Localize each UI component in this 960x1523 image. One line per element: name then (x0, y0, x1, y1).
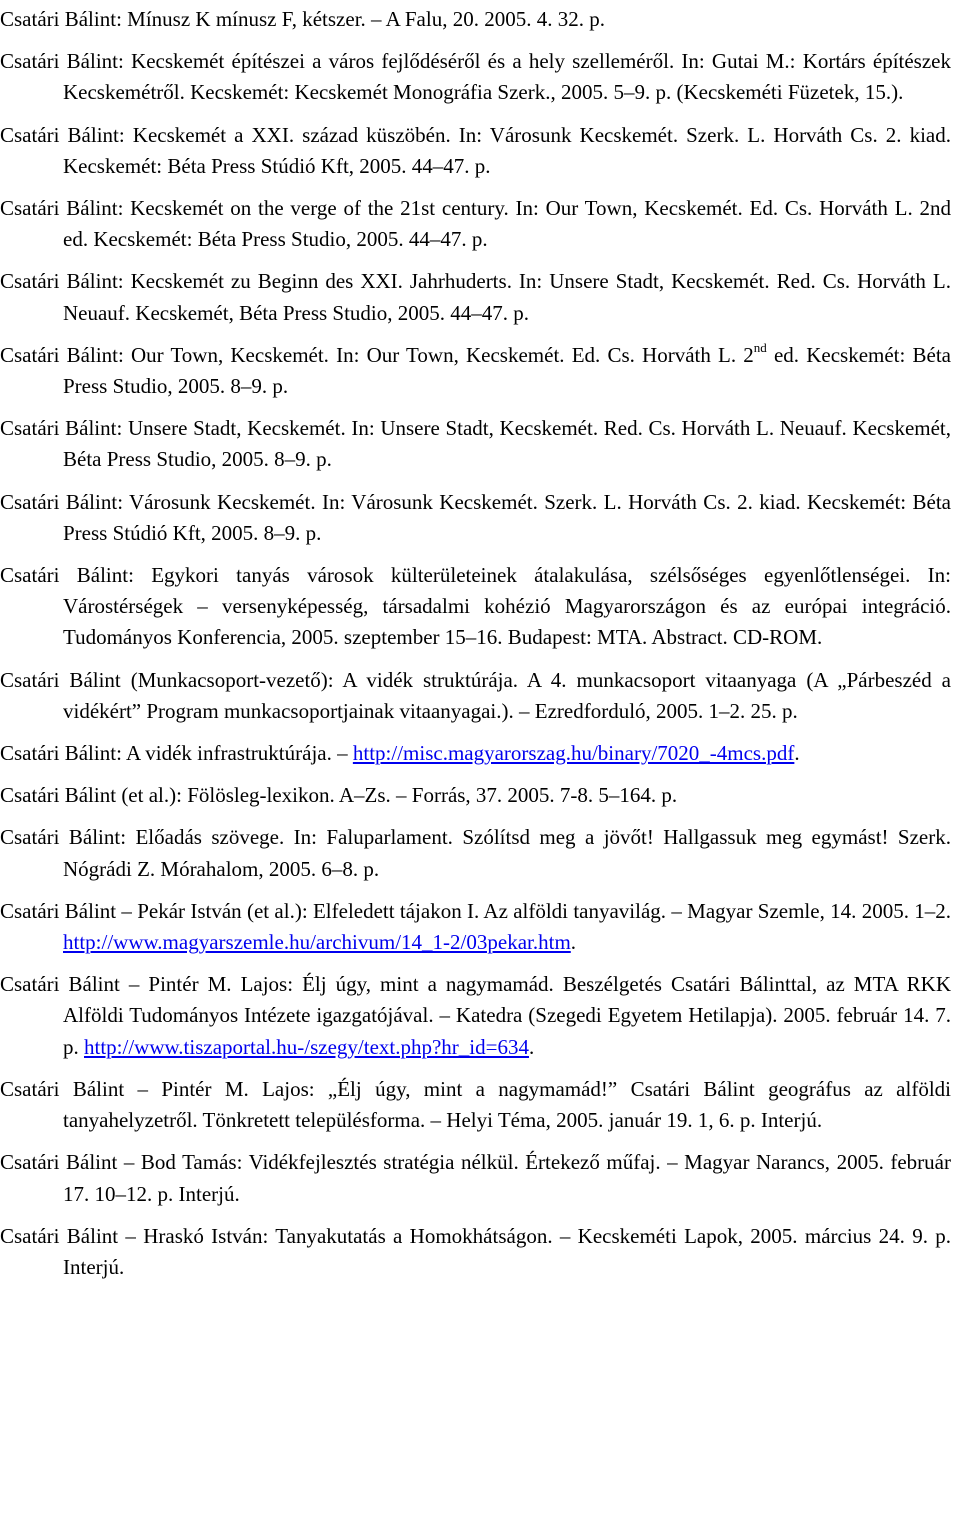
entry-text: Csatári Bálint: Kecskemét zu Beginn des XXI. Jahrhuderts. In: Unsere Stadt, Kecskemét. Red. Cs. Horváth L. Neuauf. Kecskemét, Béta Press Studio, 2005. 44–47. p. (0, 269, 951, 325)
bibliography-entry (0, 266, 951, 328)
entry-link[interactable]: http://www.tiszaportal.hu-/szegy/text.php?hr_id=634 (84, 1034, 529, 1059)
entry-text: Csatári Bálint (et al.): Fölösleg-lexikon. A–Zs. – Forrás, 37. 2005. 7-8. 5–164. p. (0, 783, 678, 808)
entry-link[interactable]: http://misc.magyarorszag.hu/binary/7020_-4mcs.pdf (352, 741, 795, 766)
bibliography-entry (0, 487, 951, 549)
bibliography-entry (0, 665, 951, 727)
bibliography-entry (0, 4, 951, 35)
entry-text: Csatári Bálint: Kecskemét on the verge of the 21st century. In: Our Town, Kecskemét. Ed. Cs. Horváth L. 2nd ed. Kecskemét: Béta Press Studio, 2005. 44–47. p. (0, 196, 951, 252)
bibliography-entry (0, 969, 951, 1063)
bibliography-entry (0, 896, 951, 958)
entry-text: Csatári Bálint: A vidék infrastruktúrája. – (0, 741, 353, 766)
entry-superscript: nd (753, 339, 767, 355)
entry-text: Csatári Bálint: Unsere Stadt, Kecskemét. In: Unsere Stadt, Kecskemét. Red. Cs. Horváth L. Neuauf. Kecskemét, Béta Press Studio, 2005. 8–9. p. (0, 416, 951, 472)
bibliography-entry (0, 120, 951, 182)
entry-text: Csatári Bálint: Kecskemét építészei a város fejlődéséről és a hely szelleméről. In: Gutai M.: Kortárs építészek Kecskemétről. Kecskemét: Kecskemét Monográfia Szerk., 2005. 5–9. p. (Kecskeméti Füzetek, 15.). (0, 49, 951, 105)
bibliography-entry (0, 46, 951, 108)
entry-text: Csatári Bálint: Előadás szövege. In: Faluparlament. Szólítsd meg a jövőt! Hallgassuk meg egymást! Szerk. Nógrádi Z. Mórahalom, 2005. 6–8. p. (0, 825, 951, 881)
entry-text: Csatári Bálint – Pekár István (et al.): Elfeledett tájakon I. Az alföldi tanyavilág. – Magyar Szemle, 14. 2005. 1–2. (0, 898, 951, 923)
entry-text: Csatári Bálint: Kecskemét a XXI. század küszöbén. In: Városunk Kecskemét. Szerk. L. Horváth Cs. 2. kiad. Kecskemét: Béta Press Stúdió Kft, 2005. 44–47. p. (0, 122, 951, 178)
entry-text: Csatári Bálint: Our Town, Kecskemét. In: Our Town, Kecskemét. Ed. Cs. Horváth L. 2 (0, 342, 754, 367)
entry-text: ed. Kecskemét: Béta Press Studio, 2005. 8–9. p. (63, 342, 951, 399)
bibliography-entry (0, 780, 951, 811)
bibliography-entry (0, 413, 951, 475)
entry-text: Csatári Bálint (Munkacsoport-vezető): A vidék struktúrája. A 4. munkacsoport vitaanyaga (A „Párbeszéd a vidékért” Program munkacsoportjainak vitaanyagai.). – Ezredforduló, 2005. 1–2. 25. p. (0, 667, 951, 723)
entry-text: Csatári Bálint – Pintér M. Lajos: Élj úgy, mint a nagymamád. Beszélgetés Csatári Bálinttal, az MTA RKK Alföldi Tudományos Intézete igazgatójával. – Katedra (Szegedi Egyetem Hetilapja). 2005. február 14. 7. p. (0, 972, 951, 1059)
bibliography-entry (0, 1074, 951, 1136)
bibliography-entry (0, 560, 951, 654)
bibliography-entry (0, 822, 951, 884)
bibliography-entry (0, 340, 951, 402)
entry-text: . (794, 741, 800, 766)
entry-text: Csatári Bálint: Mínusz K mínusz F, kétszer. – A Falu, 20. 2005. 4. 32. p. (0, 7, 605, 31)
entry-text: Csatári Bálint: Városunk Kecskemét. In: Városunk Kecskemét. Szerk. L. Horváth Cs. 2. kiad. Kecskemét: Béta Press Stúdió Kft, 2005. 8–9. p. (0, 489, 951, 545)
bibliography-entry (0, 1221, 951, 1283)
entry-text: Csatári Bálint – Bod Tamás: Vidékfejlesztés stratégia nélkül. Értekező műfaj. – Magyar Narancs, 2005. február 17. 10–12. p. Interjú. (0, 1150, 951, 1206)
bibliography-entry (0, 193, 951, 255)
entry-text: Csatári Bálint – Hraskó István: Tanyakutatás a Homokhátságon. – Kecskeméti Lapok, 2005. március 24. 9. p. Interjú. (0, 1223, 951, 1279)
bibliography-entry (0, 738, 951, 769)
entry-text: . (570, 930, 577, 955)
entry-link[interactable]: http://www.magyarszemle.hu/archivum/14_1-2/03pekar.htm (63, 930, 571, 955)
entry-text: Csatári Bálint – Pintér M. Lajos: „Élj úgy, mint a nagymamád!” Csatári Bálint geográfus az alföldi tanyahelyzetről. Tönkretett településforma. – Helyi Téma, 2005. január 19. 1, 6. p. Interjú. (0, 1076, 951, 1133)
entry-text: Csatári Bálint: Egykori tanyás városok külterületeinek átalakulása, szélsőséges egyenlőtlenségei. In: Várostérségek – versenyképesség, társadalmi kohézió Magyarországon és az európai integráció. Tudományos Konferencia, 2005. szeptember 15–16. Budapest: MTA. Abstract. CD-ROM. (0, 563, 951, 650)
bibliography-entry (0, 1147, 951, 1209)
entry-text: . (528, 1034, 535, 1059)
